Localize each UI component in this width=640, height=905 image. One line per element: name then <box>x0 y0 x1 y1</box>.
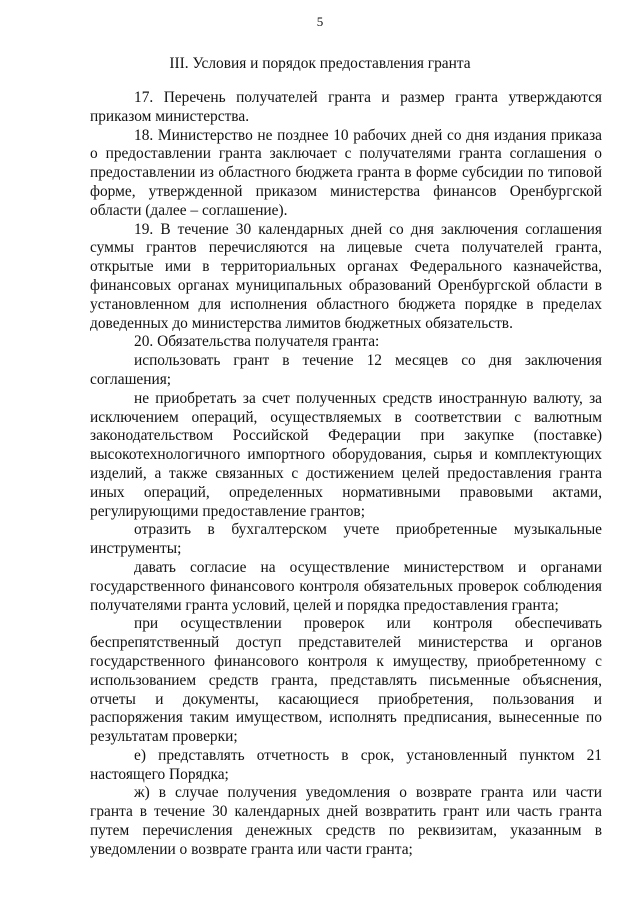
obligation-reporting: е) представлять отчетность в срок, установленный пунктом 21 настоящего Порядка; <box>90 746 602 783</box>
paragraph-18: 18. Министерство не позднее 10 рабочих дней со дня издания приказа о предоставлении гранта заключает с получателями гранта соглашения о предоставлении из областного бюджета гранта в форме субсидии по типовой форме, утвержденной приказом министерства финансов Оренбургской области (далее – соглашение). <box>90 126 602 219</box>
paragraph-19: 19. В течение 30 календарных дней со дня заключения соглашения суммы грантов перечисляются на лицевые счета получателей гранта, открытые ими в территориальных органах Федерального казначейства, финансовых органах муниципальных образований Оренбургской области в установленном для исполнения областного бюджета порядке в пределах доведенных до министерства лимитов бюджетных обязательств. <box>90 220 602 332</box>
obligation-use-grant: использовать грант в течение 12 месяцев со дня заключения соглашения; <box>90 352 602 388</box>
obligation-consent-inspections: давать согласие на осуществление министерством и органами государственного финансового контроля обязательных проверок соблюдения получателями гранта условий, целей и порядка предоставления гранта; <box>90 558 602 614</box>
section-heading: III. Условия и порядок предоставления гранта <box>169 55 471 72</box>
obligation-no-currency: не приобретать за счет полученных средств иностранную валюту, за исключением операций, осуществляемых в соответствии с валютным законодательством Российской Федерации при закупке (поставке) высокотехнологичного импортного оборудования, сырья и комплектующих изделий, а также связанных с достижением целей предоставления гранта иных операций, определенных нормативными правовыми актами, регулирующими предоставление грантов; <box>90 389 602 520</box>
obligation-access: при осуществлении проверок или контроля обеспечивать беспрепятственный доступ представителей министерства и органов государственного финансового контроля к имуществу, приобретенному с использованием средств гранта, представлять письменные объяснения, отчеты и документы, касающиеся приобретения, пользования и распоряжения таким имуществом, исполнять предписания, вынесенные по результатам проверки; <box>90 615 602 746</box>
paragraph-20-heading: 20. Обязательства получателя гранта: <box>134 333 380 351</box>
obligation-accounting: отразить в бухгалтерском учете приобретенные музыкальные инструменты; <box>90 521 602 558</box>
paragraph-17: 17. Перечень получателей гранта и размер гранта утверждаются приказом министерства. <box>90 89 602 125</box>
document-body <box>90 89 602 860</box>
obligation-return-grant: ж) в случае получения уведомления о возврате гранта или части гранта в течение 30 календарных дней возвратить грант или часть гранта путем перечисления денежных средств по реквизитам, указанным в уведомлении о возврате гранта или части гранта; <box>90 784 602 858</box>
page-number: 5 <box>316 14 324 29</box>
